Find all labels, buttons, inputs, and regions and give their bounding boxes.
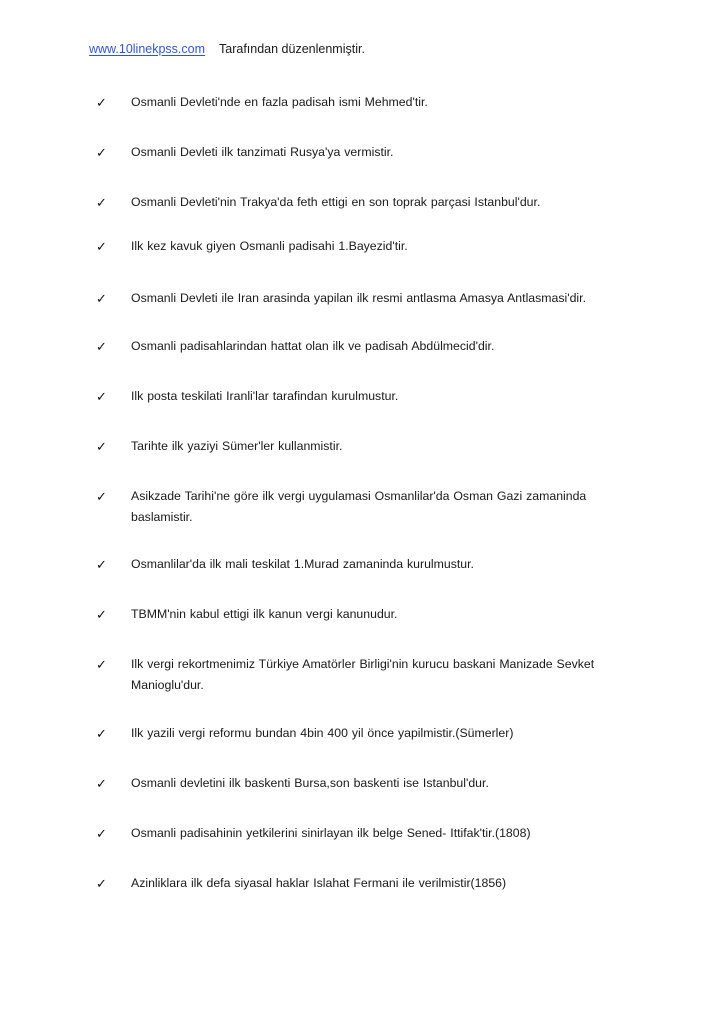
list-item [96, 723, 616, 744]
list-item [96, 604, 616, 625]
checkmark-icon: ✓ [96, 439, 107, 454]
list-item [96, 386, 616, 407]
checkmark-icon: ✓ [96, 389, 107, 404]
checkmark-icon: ✓ [96, 339, 107, 354]
list-item [96, 823, 616, 844]
checkmark-icon: ✓ [96, 726, 107, 741]
list-item-text: Osmanli padisahlarindan hattat olan ilk ve padisah Abdülmecid'dir. [131, 339, 495, 353]
checkmark-icon: ✓ [96, 489, 107, 504]
checkmark-icon: ✓ [96, 776, 107, 791]
list-item [96, 336, 616, 357]
list-item-text: Osmanli padisahinin yetkilerini sinirlayan ilk belge Sened- Ittifak'tir.(1808) [131, 826, 531, 840]
list-item-text: Ilk posta teskilati Iranli'lar tarafindan kurulmustur. [131, 389, 399, 403]
list-item-text: Ilk kez kavuk giyen Osmanli padisahi 1.Bayezid'tir. [131, 239, 408, 253]
list-item [96, 554, 616, 575]
list-item [96, 192, 616, 213]
list-item [96, 486, 616, 528]
list-item-text: Osmanli devletini ilk baskenti Bursa,son baskenti ise Istanbul'dur. [131, 776, 489, 790]
list-item-text: Ilk yazili vergi reformu bundan 4bin 400 yil önce yapilmistir.(Sümerler) [131, 726, 514, 740]
list-item-text: Osmanli Devleti'nin Trakya'da feth ettigi en son toprak parçasi Istanbul'dur. [131, 195, 541, 209]
list-item [96, 236, 616, 257]
list-item [96, 92, 616, 113]
checkmark-icon: ✓ [96, 195, 107, 210]
checkmark-icon: ✓ [96, 826, 107, 841]
checkmark-icon: ✓ [96, 239, 107, 254]
list-item-text: Osmanli Devleti ilk tanzimati Rusya'ya vermistir. [131, 145, 394, 159]
website-link[interactable]: www.10linekpss.com [89, 42, 206, 56]
checkmark-icon: ✓ [96, 657, 107, 672]
list-item-text: Osmanli Devleti ile Iran arasinda yapilan ilk resmi antlasma Amasya Antlasmasi'dir. [131, 291, 587, 305]
list-item-text: Azinliklara ilk defa siyasal haklar Islahat Fermani ile verilmistir(1856) [131, 876, 507, 890]
list-item [96, 873, 616, 894]
list-item-text: Osmanlilar'da ilk mali teskilat 1.Murad zamaninda kurulmustur. [131, 557, 474, 571]
header-credit-text: Tarafından düzenlenmiştir. [219, 42, 365, 56]
list-item-text: Ilk vergi rekortmenimiz Türkiye Amatörler Birligi'nin kurucu baskani Manizade Sevket Manioglu'dur. [131, 657, 595, 692]
list-item-text: Asikzade Tarihi'ne göre ilk vergi uygulamasi Osmanlilar'da Osman Gazi zamaninda baslamistir. [131, 489, 587, 524]
list-item [96, 288, 616, 309]
list-item [96, 654, 616, 696]
list-item [96, 773, 616, 794]
checkmark-icon: ✓ [96, 95, 107, 110]
checkmark-icon: ✓ [96, 557, 107, 572]
checkmark-icon: ✓ [96, 876, 107, 891]
checkmark-icon: ✓ [96, 607, 107, 622]
list-item [96, 142, 616, 163]
list-item-text: TBMM'nin kabul ettigi ilk kanun vergi kanunudur. [131, 607, 398, 621]
list-item-text: Tarihte ilk yaziyi Sümer'ler kullanmistir. [131, 439, 343, 453]
list-item [96, 436, 616, 457]
checkmark-icon: ✓ [96, 291, 107, 306]
checkmark-icon: ✓ [96, 145, 107, 160]
list-item-text: Osmanli Devleti'nde en fazla padisah ismi Mehmed'tir. [131, 95, 428, 109]
